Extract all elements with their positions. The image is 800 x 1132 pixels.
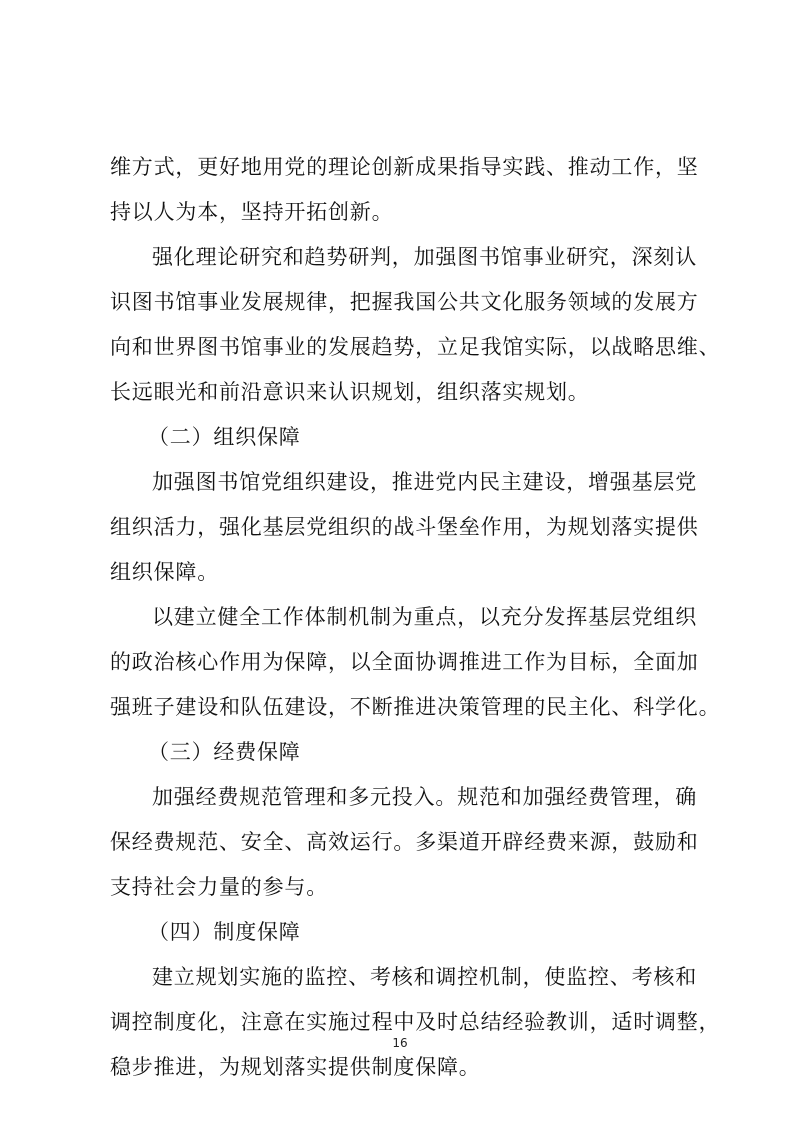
section-heading-organization: （二）组织保障: [148, 425, 301, 449]
paragraph-line: 建立规划实施的监控、考核和调控机制，使监控、考核和: [152, 965, 697, 989]
paragraph-line: 长远眼光和前沿意识来认识规划，组织落实规划。: [110, 380, 590, 404]
paragraph-line: 强班子建设和队伍建设，不断推进决策管理的民主化、科学化。: [110, 695, 721, 719]
paragraph-line: 调控制度化，注意在实施过程中及时总结经验教训，适时调整，: [110, 1010, 721, 1034]
paragraph-line: 维方式，更好地用党的理论创新成果指导实践、推动工作，坚: [110, 155, 699, 179]
paragraph-line: 加强图书馆党组织建设，推进党内民主建设，增强基层党: [152, 470, 697, 494]
paragraph-line: 稳步推进，为规划落实提供制度保障。: [110, 1055, 481, 1079]
page-number: 16: [392, 1036, 408, 1050]
document-body: [110, 145, 721, 1090]
paragraph-line: 保经费规范、安全、高效运行。多渠道开辟经费来源，鼓励和: [110, 830, 699, 854]
section-heading-system: （四）制度保障: [148, 920, 301, 944]
paragraph-line: 强化理论研究和趋势研判，加强图书馆事业研究，深刻认: [152, 245, 697, 269]
paragraph-line: 以建立健全工作体制机制为重点，以充分发挥基层党组织: [152, 605, 697, 629]
paragraph-line: 的政治核心作用为保障，以全面协调推进工作为目标，全面加: [110, 650, 699, 674]
section-heading-funding: （三）经费保障: [148, 740, 301, 764]
paragraph-line: 向和世界图书馆事业的发展趋势，立足我馆实际，以战略思维、: [110, 335, 721, 359]
paragraph-line: 加强经费规范管理和多元投入。规范和加强经费管理，确: [152, 785, 697, 809]
paragraph-line: 组织保障。: [110, 560, 219, 584]
paragraph-line: 持以人为本，坚持开拓创新。: [110, 200, 394, 224]
paragraph-line: 组织活力，强化基层党组织的战斗堡垒作用，为规划落实提供: [110, 515, 699, 539]
paragraph-line: 支持社会力量的参与。: [110, 875, 328, 899]
paragraph-line: 识图书馆事业发展规律，把握我国公共文化服务领域的发展方: [110, 290, 699, 314]
